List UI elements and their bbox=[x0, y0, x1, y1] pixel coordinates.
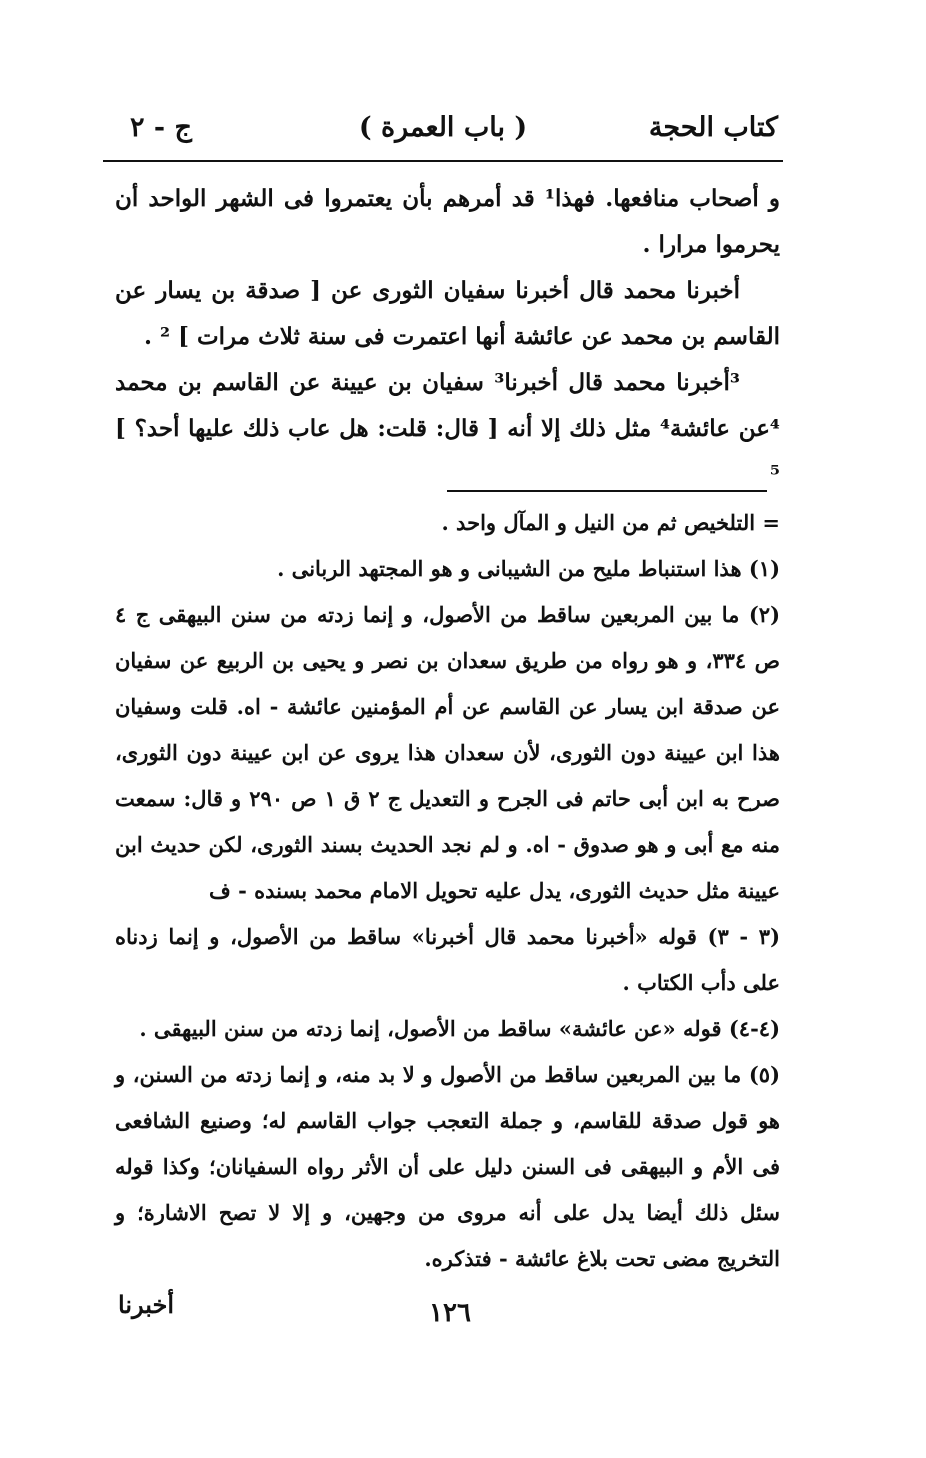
main-paragraph: أخبرنا محمد قال أخبرنا سفيان الثورى عن [ صدقة بن يسار عن القاسم بن محمد عن عائشة أنها اعتمرت فى سنة ثلاث مرات ] ² . bbox=[115, 277, 780, 350]
catchword: أخبرنا bbox=[118, 1290, 174, 1319]
volume-number: ج - ٢ bbox=[130, 112, 192, 143]
footnote: (١) هذا استنباط مليح من الشيبانى و هو المجتهد الربانى . bbox=[277, 556, 780, 581]
footnote-rule bbox=[447, 490, 767, 492]
chapter-title: ( باب العمرة ) bbox=[358, 112, 528, 143]
main-text bbox=[115, 176, 780, 498]
main-paragraph: ³أخبرنا محمد قال أخبرنا³ سفيان بن عيينة عن القاسم بن محمد ⁴عن عائشة⁴ مثل ذلك إلا أنه [ قال: قلت: هل عاب ذلك عليها أحد؟ ] ⁵ bbox=[115, 369, 780, 488]
main-paragraph: و أصحاب منافعها. فهذا¹ قد أمرهم بأن يعتمروا فى الشهر الواحد أن يحرموا مرارا . bbox=[115, 185, 780, 258]
footnote: (٤-٤) قوله «عن عائشة» ساقط من الأصول، إنما زدته من سنن البيهقى . bbox=[139, 1016, 780, 1041]
footnote: (٥) ما بين المربعين ساقط من الأصول و لا بد منه، و إنما زدته من السنن، و هو قول صدقة للقاسم، و جملة التعجب جواب القاسم له؛ وصنيع الشافعى فى الأم و البيهقى فى السنن دليل على أن الأثر رواه السفيانان؛ وكذا قوله سئل ذلك أيضا يدل على أنه مروى من وجهين، و إلا لا تصح الاشارة؛ و التخريج مضى تحت بلاغ عائشة - فتذكره. bbox=[115, 1062, 780, 1271]
footnote: (٣ - ٣) قوله «أخبرنا محمد قال أخبرنا» ساقط من الأصول، و إنما زدناه على دأب الكتاب . bbox=[115, 924, 780, 995]
footnote: (٢) ما بين المربعين ساقط من الأصول، و إنما زدته من سنن البيهقى ج ٤ ص ٣٣٤، و هو رواه من طريق سعدان بن نصر و يحيى بن الربيع عن سفيان عن صدقة ابن يسار عن القاسم عن أم المؤمنين عائشة - اه. قلت وسفيان هذا ابن عيينة دون الثورى، لأن سعدان هذا يروى عن ابن عيينة دون الثورى، صرح به ابن أبى حاتم فى الجرح و التعديل ج ٢ ق ١ ص ٢٩٠ و قال: سمعت منه مع أبى و هو صدوق - اه. و لم نجد الحديث بسند الثورى، لكن حديث ابن عيينة مثل حديث الثورى، يدل عليه تحويل الامام محمد بسنده - ف bbox=[115, 602, 780, 903]
footnotes bbox=[115, 500, 780, 1282]
footnote: = التلخيص ثم من النيل و المآل واحد . bbox=[441, 510, 780, 535]
running-header bbox=[110, 112, 776, 158]
header-rule bbox=[103, 160, 783, 162]
page-number: ١٢٦ bbox=[429, 1298, 471, 1328]
book-title: كتاب الحجة bbox=[648, 112, 778, 143]
